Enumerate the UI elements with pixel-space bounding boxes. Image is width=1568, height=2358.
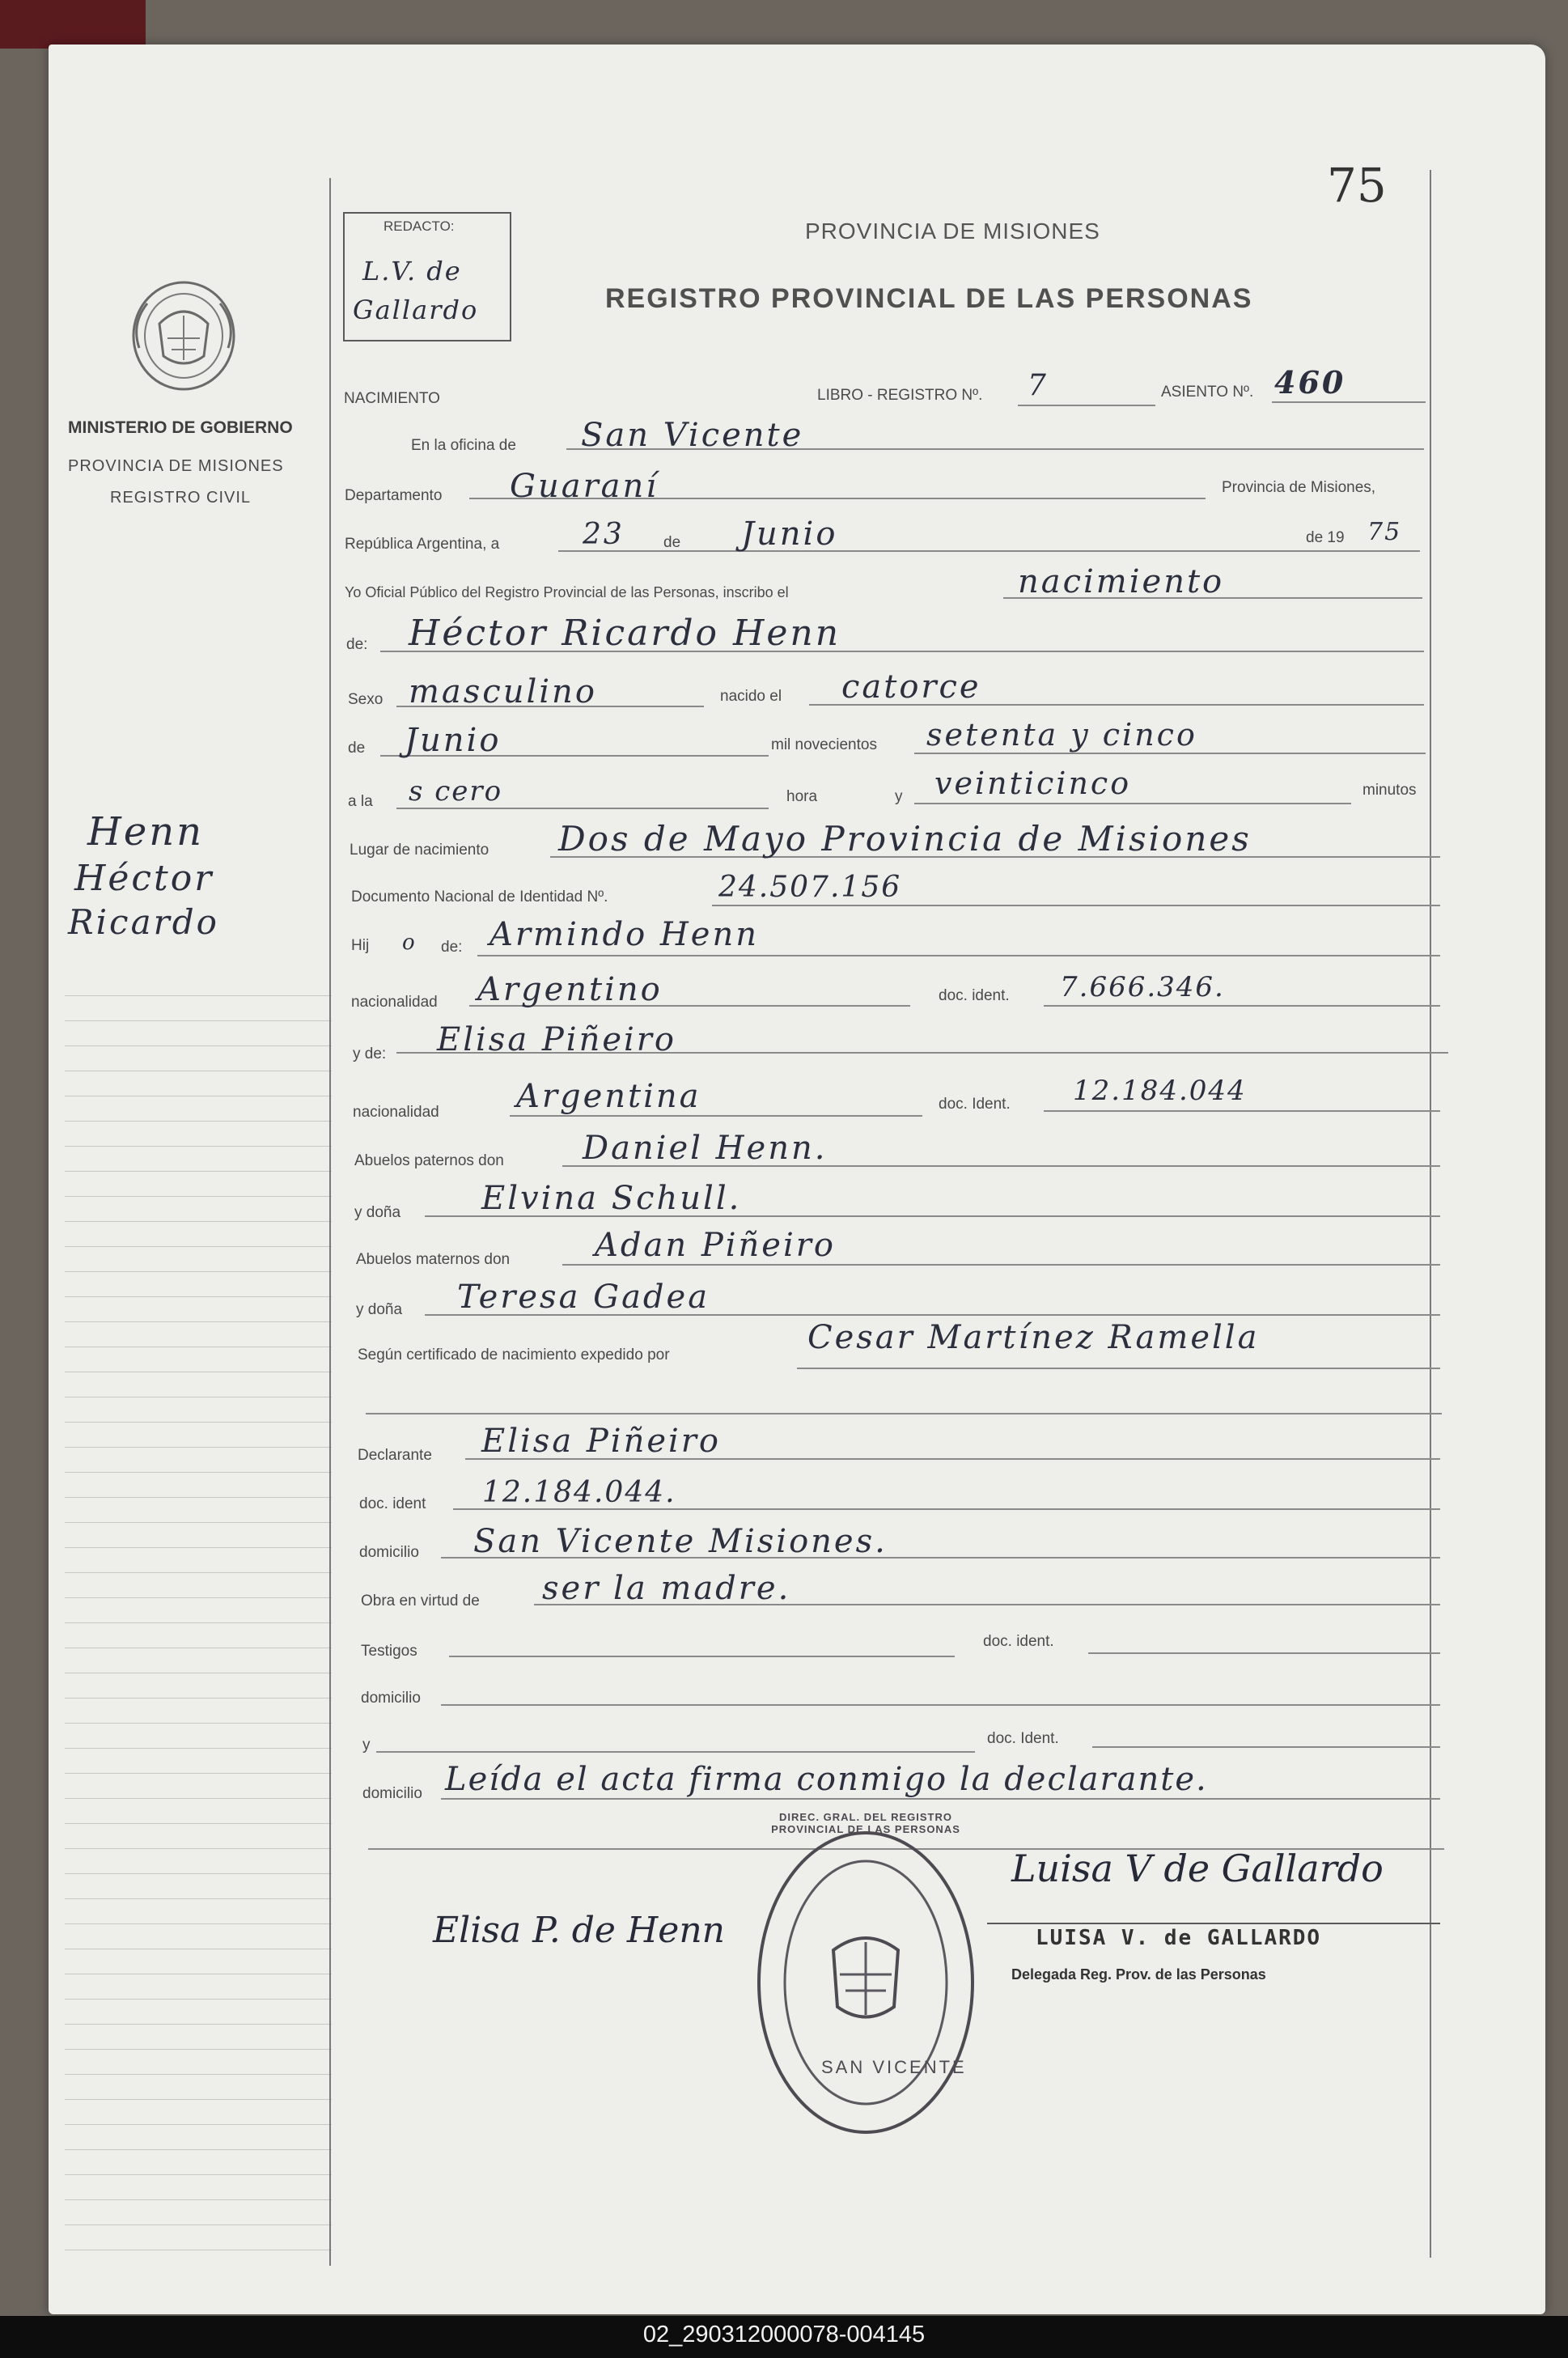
coat-of-arms-icon — [123, 275, 244, 397]
mes-value: Junio — [741, 515, 838, 553]
redacto-value-line1: L.V. de — [362, 256, 462, 286]
madre-nac-value: Argentina — [516, 1078, 701, 1115]
certificado-label: Según certificado de nacimiento expedido por — [358, 1347, 670, 1363]
de-label: de — [663, 534, 681, 551]
abuela-materna-value: Teresa Gadea — [457, 1279, 710, 1316]
abuelos-maternos-label: Abuelos maternos don — [356, 1251, 511, 1268]
ministry-label: MINISTERIO DE GOBIERNO — [68, 418, 293, 437]
nacido-label: nacido el — [720, 688, 782, 705]
de2-label: de — [348, 740, 366, 757]
redacto-label: REDACTO: — [384, 218, 455, 234]
abuelo-paterno-value: Daniel Henn. — [583, 1130, 828, 1167]
sexo-label: Sexo — [348, 691, 384, 708]
dni-label: Documento Nacional de Identidad Nº. — [351, 888, 608, 905]
testigo2-y-label: y — [362, 1737, 371, 1754]
padre-value: Armindo Henn — [489, 916, 759, 953]
margin-note-surname: Henn — [87, 809, 205, 855]
oficina-label: En la oficina de — [411, 437, 516, 454]
declarante-doc-value: 12.184.044. — [482, 1476, 676, 1509]
departamento-value: Guaraní — [510, 468, 659, 505]
ministry-province-label: PROVINCIA DE MISIONES — [68, 457, 284, 475]
left-frame-line — [329, 178, 331, 2266]
padre-doc-label: doc. ident. — [939, 987, 1010, 1004]
abuela-paterna-label: y doña — [354, 1204, 401, 1221]
testigo-domicilio-label: domicilio — [361, 1690, 421, 1707]
declarante-label: Declarante — [358, 1447, 432, 1464]
stamp-bottom-text: SAN VICENTE — [821, 2057, 967, 2077]
minutos-label: minutos — [1362, 782, 1417, 799]
padre-nac-value: Argentino — [477, 971, 663, 1008]
abuelos-paternos-label: Abuelos paternos don — [354, 1152, 504, 1169]
hijo-suffix: o — [402, 931, 417, 955]
padre-nacionalidad-label: nacionalidad — [351, 994, 438, 1011]
lugar-label: Lugar de nacimiento — [350, 842, 489, 859]
obra-value: ser la madre. — [542, 1570, 791, 1607]
testigos-doc-label: doc. ident. — [983, 1633, 1054, 1650]
redacto-box — [343, 212, 511, 341]
mes-nac-value: Junio — [405, 722, 502, 759]
yde-label: y de: — [353, 1045, 387, 1062]
dia-value: 23 — [583, 518, 625, 551]
official-stamp-icon — [744, 1821, 987, 2144]
official-title: Delegada Reg. Prov. de las Personas — [1011, 1966, 1266, 1983]
hora-value: s cero — [409, 775, 503, 808]
declarante-value: Elisa Piñeiro — [481, 1423, 722, 1460]
abuela-materna-label: y doña — [356, 1301, 403, 1318]
departamento-label: Departamento — [345, 487, 443, 504]
minutos-value: veinticinco — [934, 766, 1132, 801]
hijo-de-label: de: — [441, 939, 463, 956]
margin-note-middle: Ricardo — [68, 902, 219, 942]
abuelo-materno-value: Adan Piñeiro — [595, 1227, 836, 1264]
redacto-value-line2: Gallardo — [353, 295, 479, 325]
official-signature: Luisa V de Gallardo — [1011, 1847, 1384, 1890]
y-label: y — [895, 788, 903, 805]
lugar-value: Dos de Mayo Provincia de Misiones — [558, 819, 1252, 859]
declarante-domicilio-label: domicilio — [359, 1544, 419, 1561]
anio-prefix: de 19 — [1306, 529, 1345, 546]
madre-nacionalidad-label: nacionalidad — [353, 1104, 439, 1121]
anio-value: 75 — [1367, 518, 1402, 546]
stamp-ring-text: DIREC. GRAL. DEL REGISTRO PROVINCIAL DE LAS PERSONAS — [771, 1811, 960, 1835]
obra-label: Obra en virtud de — [361, 1592, 480, 1609]
libro-value: 7 — [1028, 369, 1049, 402]
libro-label: LIBRO - REGISTRO Nº. — [817, 387, 983, 404]
header-province: PROVINCIA DE MISIONES — [805, 218, 1100, 244]
madre-doc-value: 12.184.044 — [1073, 1075, 1247, 1107]
right-frame-line — [1430, 170, 1431, 2258]
image-caption: 02_290312000078-004145 — [642, 2322, 926, 2347]
act-type-label: NACIMIENTO — [344, 390, 440, 407]
padre-doc-value: 7.666.346. — [1060, 971, 1225, 1003]
madre-doc-label: doc. Ident. — [939, 1096, 1011, 1113]
provincia-suffix: Provincia de Misiones, — [1222, 479, 1376, 496]
oficina-value: San Vicente — [581, 417, 804, 454]
testigo2-doc-label: doc. Ident. — [987, 1730, 1059, 1747]
inscribo-value: nacimiento — [1018, 563, 1225, 600]
margin-ruled-lines — [65, 971, 332, 2274]
closing-domicilio-label: domicilio — [362, 1785, 422, 1802]
testigos-label: Testigos — [361, 1643, 417, 1660]
asiento-label: ASIENTO Nº. — [1161, 384, 1254, 401]
certificado-value: Cesar Martínez Ramella — [807, 1319, 1260, 1356]
margin-note-name: Héctor — [74, 858, 214, 899]
page-number: 75 — [1327, 158, 1387, 213]
sexo-value: masculino — [409, 673, 597, 710]
asiento-value: 460 — [1274, 364, 1346, 401]
official-name: LUISA V. de GALLARDO — [1036, 1926, 1322, 1950]
declarante-signature: Elisa P. de Henn — [433, 1910, 726, 1951]
registry-label: REGISTRO CIVIL — [110, 489, 252, 507]
nacido-value: catorce — [841, 668, 981, 706]
dni-value: 24.507.156 — [718, 871, 902, 904]
declarante-doc-label: doc. ident — [359, 1495, 426, 1512]
header-title: REGISTRO PROVINCIAL DE LAS PERSONAS — [605, 283, 1253, 314]
hijo-label: Hij — [351, 937, 370, 954]
mil-label: mil novecientos — [771, 736, 877, 753]
republica-label: República Argentina, a — [345, 536, 500, 553]
closing-value: Leída el acta firma conmigo la declarante. — [445, 1761, 1208, 1798]
anio-nac-value: setenta y cinco — [926, 717, 1197, 753]
declarante-domicilio-value: San Vicente Misiones. — [473, 1523, 888, 1560]
madre-value: Elisa Piñeiro — [437, 1021, 677, 1058]
oficial-text: Yo Oficial Público del Registro Provincial de las Personas, inscribo el — [345, 584, 789, 600]
de-nombre-label: de: — [346, 636, 368, 653]
hora-label: hora — [786, 788, 818, 805]
abuela-paterna-value: Elvina Schull. — [481, 1180, 742, 1217]
book-binding-edge — [0, 0, 146, 49]
nombre-value: Héctor Ricardo Henn — [409, 613, 841, 654]
ala-label: a la — [348, 793, 373, 810]
